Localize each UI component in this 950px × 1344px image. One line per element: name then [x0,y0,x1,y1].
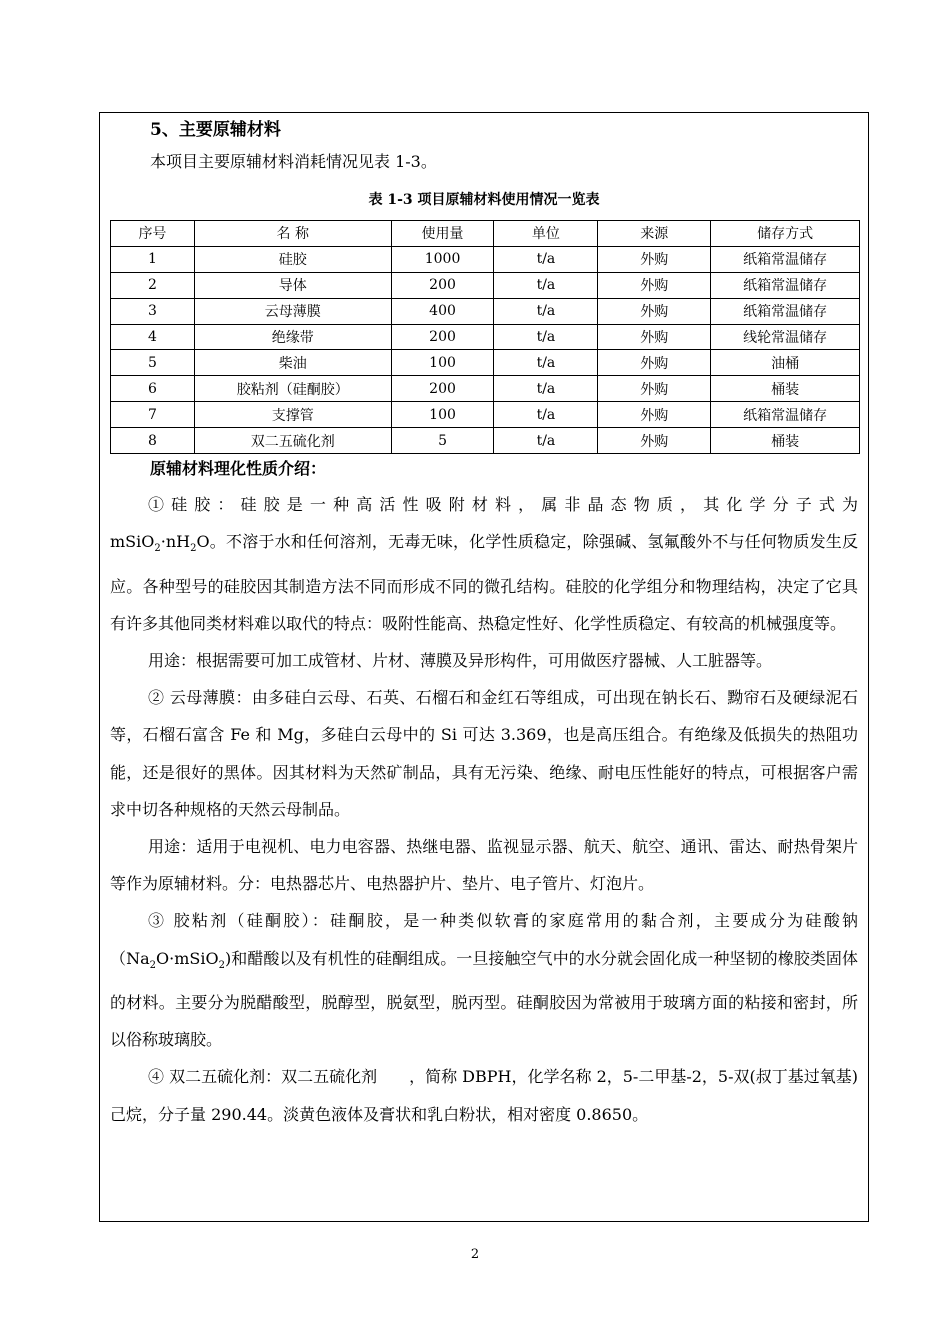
section-title: 5、主要原辅材料 [150,120,281,140]
table-cell: t/a [494,376,598,402]
subscript: 2 [154,543,161,555]
table-caption: 表 1-3 项目原辅材料使用情况一览表 [368,192,600,208]
header-cell: 储存方式 [711,221,860,247]
document-frame [99,112,869,1222]
table-cell: 8 [111,428,195,454]
header-cell: 使用量 [391,221,494,247]
table-cell: 4 [111,324,195,350]
table-row [111,324,860,350]
table-cell: 外购 [598,350,711,376]
table-cell: 油桶 [711,350,860,376]
table-cell: 200 [391,376,494,402]
header-cell: 序号 [111,221,195,247]
section-intro: 本项目主要原辅材料消耗情况见表 1-3。 [150,152,437,171]
table-cell: 3 [111,298,195,324]
table-cell: 双二五硫化剂 [194,428,391,454]
table-cell: 6 [111,376,195,402]
table-cell: 绝缘带 [194,324,391,350]
table-cell: t/a [494,428,598,454]
table-cell: 1000 [391,246,494,272]
header-cell: 来源 [598,221,711,247]
table-cell: 100 [391,402,494,428]
paragraph-adhesive [110,902,858,1058]
table-row [111,272,860,298]
table-cell: 外购 [598,428,711,454]
table-cell: 100 [391,350,494,376]
text-run: ③ 胶粘剂（硅酮胶）：硅酮胶，是一种类似软膏的家庭常用的黏合剂，主要成分为硅酸钠（Na [110,911,858,968]
table-cell: 桶装 [711,428,860,454]
table-cell: 纸箱常温储存 [711,246,860,272]
header-cell: 单位 [494,221,598,247]
table-cell: t/a [494,350,598,376]
page-number: 2 [470,1247,480,1262]
table-cell: t/a [494,402,598,428]
table-cell: 导体 [194,272,391,298]
text-run: ·nH [160,532,191,552]
table-cell: 200 [391,272,494,298]
subscript: 2 [190,543,197,555]
table-cell: 硅胶 [194,246,391,272]
text-run: ① 硅 胶 ： 硅 胶 是 一 种 高 活 性 吸 附 材 料 ， 属 非 晶 态 物 质 ， 其 化 学 分 子 式 为 mSiO [110,495,858,552]
table-cell: 1 [111,246,195,272]
table-cell: 外购 [598,298,711,324]
table-cell: 纸箱常温储存 [711,272,860,298]
table-cell: 胶粘剂（硅酮胶） [194,376,391,402]
table-cell: 外购 [598,376,711,402]
table-cell: 纸箱常温储存 [711,298,860,324]
paragraph-mica-film: ② 云母薄膜：由多硅白云母、石英、石榴石和金红石等组成，可出现在钠长石、黝帘石及硬绿泥石等，石榴石富含 Fe 和 Mg，多硅白云母中的 Si 可达 3.369，也是高压组合。有绝缘及低损失的热阻功能，还是很好的黑体。因其材料为天然矿制品，具有无污染、绝缘、耐电压性能好的特点，可根据客户需求中切各种规格的天然云母制品。 [110,688,858,819]
text-run: O·mSiO [156,948,219,968]
table-row [111,376,860,402]
table-row [111,350,860,376]
subscript: 2 [218,959,225,971]
table-cell: t/a [494,298,598,324]
table-header-row [111,221,860,247]
table-cell: t/a [494,246,598,272]
paragraph-silica-gel [110,486,858,642]
table-cell: 2 [111,272,195,298]
table-cell: 5 [111,350,195,376]
table-cell: 云母薄膜 [194,298,391,324]
table-cell: 外购 [598,324,711,350]
paragraph-silica-gel-use: 用途：根据需要可加工成管材、片材、薄膜及异形构件，可用做医疗器械、人工脏器等。 [148,651,773,670]
text-run: )和醋酸以及有机性的硅酮组成。一旦接触空气中的水分就会固化成一种坚韧的橡胶类固体的材料。主要分为脱醋酸型，脱醇型，脱氨型，脱丙型。硅酮胶因为常被用于玻璃方面的粘接和密封，所以俗称玻璃胶。 [110,948,858,1050]
table-cell: 外购 [598,272,711,298]
table-cell: 外购 [598,402,711,428]
table-row [111,428,860,454]
materials-table [110,220,860,454]
table-row [111,402,860,428]
table-row [111,298,860,324]
header-cell: 名 称 [194,221,391,247]
table-cell: 400 [391,298,494,324]
table-cell: t/a [494,324,598,350]
properties-section [110,454,858,1133]
table-cell: 桶装 [711,376,860,402]
table-cell: 7 [111,402,195,428]
table-cell: 柴油 [194,350,391,376]
table-cell: 外购 [598,246,711,272]
paragraph-mica-film-use: 用途：适用于电视机、电力电容器、热继电器、监视显示器、航天、航空、通讯、雷达、耐热骨架片等作为原辅材料。分：电热器芯片、电热器护片、垫片、电子管片、灯泡片。 [110,837,858,894]
properties-heading: 原辅材料理化性质介绍： [150,459,327,478]
table-row [111,246,860,272]
paragraph-vulcanizing-agent: ④ 双二五硫化剂：双二五硫化剂 ，简称 DBPH，化学名称 2，5-二甲基-2，5-双(叔丁基过氧基)己烷，分子量 290.44。淡黄色液体及膏状和乳白粉状，相对密度 0.8650。 [110,1067,858,1124]
subscript: 2 [149,959,156,971]
text-run: O。不溶于水和任何溶剂，无毒无味，化学性质稳定，除强碱、氢氟酸外不与任何物质发生反应。各种型号的硅胶因其制造方法不同而形成不同的微孔结构。硅胶的化学组分和物理结构，决定了它具有许多其他同类材料难以取代的特点：吸附性能高、热稳定性好、化学性质稳定、有较高的机械强度等。 [110,532,858,633]
table-cell: 200 [391,324,494,350]
table-cell: 纸箱常温储存 [711,402,860,428]
table-cell: 线轮常温储存 [711,324,860,350]
table-cell: 支撑管 [194,402,391,428]
table-cell: 5 [391,428,494,454]
table-cell: t/a [494,272,598,298]
